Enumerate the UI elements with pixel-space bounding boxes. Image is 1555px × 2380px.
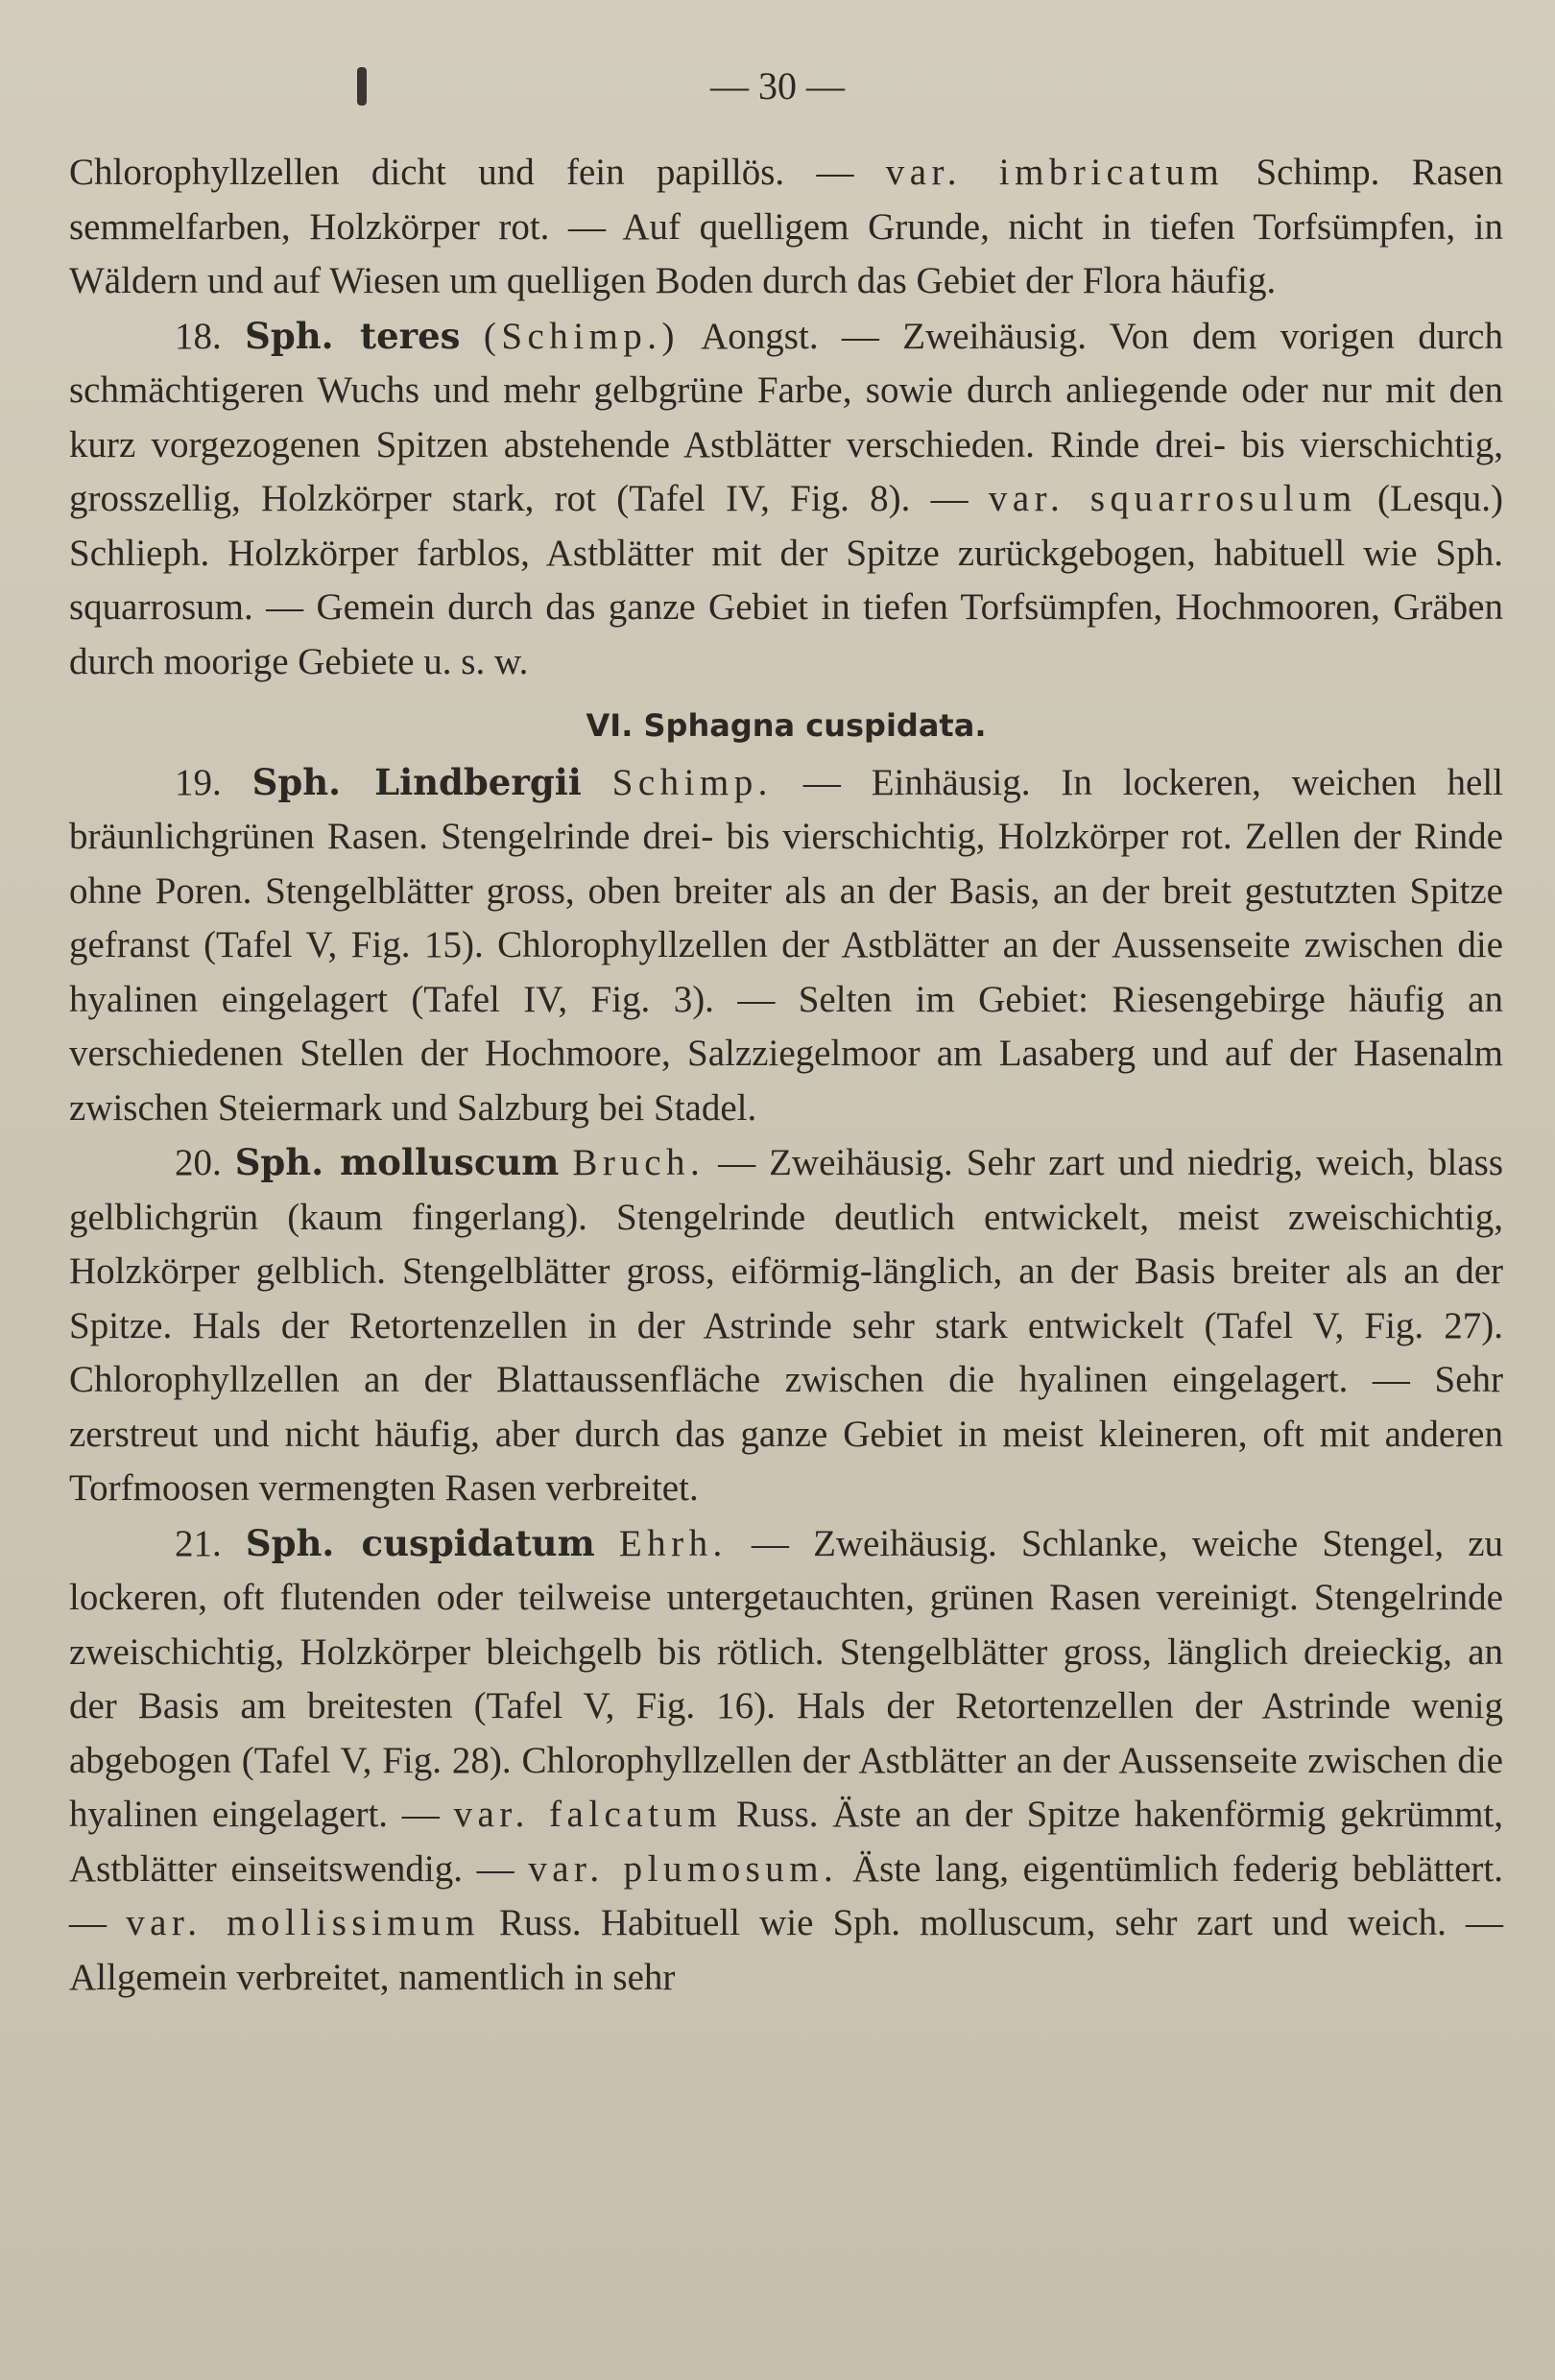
entry-number: 21. (175, 1522, 222, 1564)
entry-number: 19. (175, 761, 222, 803)
author: Ehrh. (618, 1522, 728, 1564)
variety-name: var. plumosum. (528, 1847, 839, 1890)
text: Aongst. — Zweihäusig. Von dem vorigen durch schmächtigeren Wuchs und mehr gelbgrüne Farbe, sowie durch anliegende oder nur mit den kurz vorgezogenen Spitzen abstehende Astblätter verschieden. Rinde drei- bis vierschichtig, grosszellig, Holzkörper stark, rot (Tafel IV, Fig. 8). — (69, 315, 1503, 519)
page-number: — 30 — (710, 64, 845, 107)
entry-21 (69, 1516, 1503, 2006)
species-name: Sph. cuspidatum (245, 1521, 595, 1564)
text: — Einhäusig. In lockeren, weichen hell bräunlichgrünen Rasen. Stengelrinde drei- bis vierschichtig, Holzkörper rot. Zellen der Rinde ohne Poren. Stengelblätter gross, oben breiter als an der Basis, an der breit gestutzten Spitze gefranst (Tafel V, Fig. 15). Chlorophyllzellen der Astblätter an der Aussenseite zwischen die hyalinen eingelagert (Tafel IV, Fig. 3). — Selten im Gebiet: Riesengebirge häufig an verschiedenen Stellen der Hochmoore, Salzziegelmoor am Lasaberg und auf der Hasenalm zwischen Steiermark und Salzburg bei Stadel. (69, 761, 1504, 1129)
text: — Zweihäusig. Schlanke, weiche Stengel, zu lockeren, oft flutenden oder teilweise untergetauchten, grünen Rasen vereinigt. Stengelrinde zweischichtig, Holzkörper bleichgelb bis rötlich. Stengelblätter gross, länglich dreieckig, an der Basis am breitesten (Tafel V, Fig. 16). Hals der Retortenzellen der Astrinde wenig abgebogen (Tafel V, Fig. 28). Chlorophyllzellen der Astblätter an der Aussenseite zwischen die hyalinen eingelagert. — (69, 1522, 1504, 1835)
variety-name: var. squarrosulum (988, 478, 1357, 519)
species-name: Sph. teres (245, 314, 461, 357)
author: (Schimp.) (483, 315, 680, 357)
variety-name: var. imbricatum (885, 152, 1225, 193)
entry-20 (69, 1135, 1503, 1516)
text: Russ. Habituell wie Sph. molluscum, sehr zart und weich. — Allgemein verbreitet, namentlich in sehr (69, 1902, 1503, 1998)
section-heading: VI. Sphagna cuspidata. (586, 707, 987, 744)
species-name: Sph. molluscum (234, 1141, 560, 1183)
text: Chlorophyllzellen dicht und fein papillös. — (69, 152, 854, 193)
author: Bruch. (572, 1142, 706, 1183)
text: Russ. Äste an der Spitze hakenförmig gekrümmt, Astblätter einseitswendig. — (69, 1794, 1503, 1890)
variety-name: var. mollissimum (126, 1902, 480, 1943)
text: (Lesqu.) Schlieph. Holzkörper farblos, Astblätter mit der Spitze zurückgebogen, habituell wie Sph. squarrosum. — Gemein durch das ganze Gebiet in tiefen Torfsümpfen, Hochmooren, Gräben durch moorige Gebiete u. s. w. (69, 478, 1504, 682)
text: Schimp. Rasen semmelfarben, Holzkörper rot. — Auf quelligem Grunde, nicht in tiefen Torfsümpfen, in Wäldern und auf Wiesen um quelligen Boden durch das Gebiet der Flora häufig. (69, 152, 1504, 301)
page-body (69, 146, 1503, 2005)
entry-number: 20. (175, 1142, 222, 1183)
species-name: Sph. Lindbergii (251, 760, 582, 803)
paragraph-continuation (69, 146, 1503, 309)
variety-name: var. falcatum (453, 1794, 723, 1835)
author: Schimp. (611, 761, 773, 803)
text: Äste lang, eigentümlich federig beblättert. — (69, 1847, 1504, 1943)
entry-18 (69, 309, 1503, 690)
entry-number: 18. (175, 315, 222, 357)
text: — Zweihäusig. Sehr zart und niedrig, weich, blass gelblichgrün (kaum fingerlang). Stengelrinde deutlich entwickelt, meist zweischichtig, Holzkörper gelblich. Stengelblätter gross, eiförmig-länglich, an der Basis breiter als an der Spitze. Hals der Retortenzellen in der Astrinde sehr stark entwickelt (Tafel V, Fig. 27). Chlorophyllzellen an der Blattaussenfläche zwischen die hyalinen eingelagert. — Sehr zerstreut und nicht häufig, aber durch das ganze Gebiet in meist kleineren, oft mit anderen Torfmoosen vermengten Rasen verbreitet. (69, 1142, 1504, 1509)
entry-19 (69, 755, 1503, 1136)
